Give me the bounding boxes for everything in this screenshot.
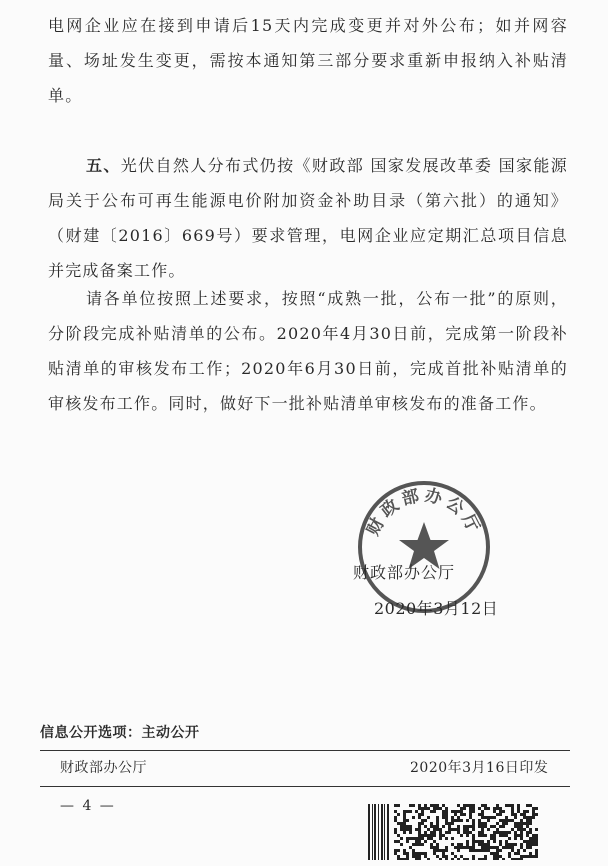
- item-five-number: 五、: [86, 156, 121, 175]
- footer-issuer: 财政部办公厅: [60, 760, 147, 776]
- disclosure-option: 信息公开选项：主动公开: [40, 725, 200, 741]
- footer-rule-top: [40, 750, 570, 751]
- item-five-text: 光伏自然人分布式仍按《财政部 国家发展改革委 国家能源局关于公布可再生能源电价附加资金补助目录（第六批）的通知》（财建〔2016〕669号）要求管理，电网企业应定期汇总项目信息并完成备案工作。: [48, 156, 568, 280]
- paragraph-continuation: 电网企业应在接到申请后15天内完成变更并对外公布；如并网容量、场址发生变更，需按本通知第三部分要求重新申报纳入补贴清单。: [48, 16, 568, 105]
- seal-arc-text: 财政部办公厅: [363, 485, 485, 540]
- footer-issue-date: 2020年3月16日印发: [410, 760, 549, 776]
- signing-date: 2020年3月12日: [374, 599, 499, 618]
- barcode-icon: [368, 804, 538, 860]
- footer-rule-bottom: [40, 786, 570, 787]
- signing-office: 财政部办公厅: [353, 563, 456, 582]
- paragraph-item-five: [48, 148, 568, 288]
- page-number: — 4 —: [60, 798, 116, 814]
- paragraph-closing-request: 请各单位按照上述要求，按照“成熟一批，公布一批”的原则，分阶段完成补贴清单的公布。2020年4月30日前，完成第一阶段补贴清单的审核发布工作；2020年6月30日前，完成首批补贴清单的审核发布工作。同时，做好下一批补贴清单审核发布的准备工作。: [48, 289, 568, 413]
